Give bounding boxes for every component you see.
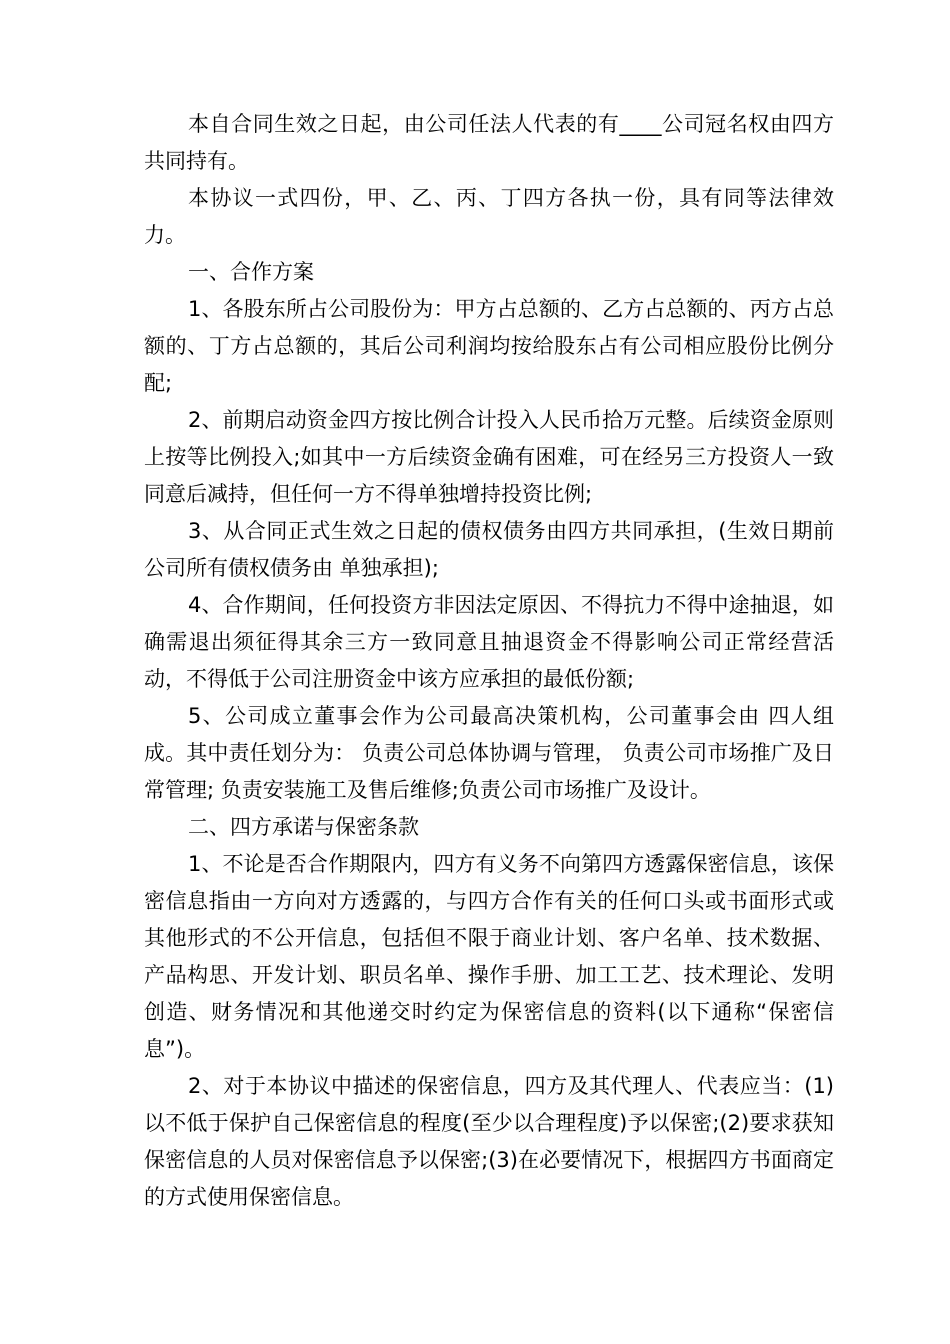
clause-withdrawal: 4、合作期间，任何投资方非因法定原因、不得抗力不得中途抽退，如确需退出须征得其余三方一致同意且抽退资金不得影响公司正常经营活动，不得低于公司注册资金中该方应承担的最低份额; xyxy=(144,593,834,691)
paragraph-text-tail: 公司冠名权由四方共同持有。 xyxy=(144,112,835,173)
section-heading-confidentiality: 二、四方承诺与保密条款 xyxy=(188,815,419,839)
paragraph-copies: 本协议一式四份，甲、乙、丙、丁四方各执一份，具有同等法律效力。 xyxy=(144,186,834,247)
clause-board: 5、公司成立董事会作为公司最高决策机构，公司董事会由 四人组成。其中责任划分为： 负责公司总体协调与管理， 负责公司市场推广及日常管理; 负责安装施工及售后维修;负责公司市场推广及设计。 xyxy=(144,704,834,802)
paragraph-naming-rights xyxy=(144,106,834,180)
blank-underline: ____ xyxy=(619,112,662,136)
clause-confidentiality-duties: 2、对于本协议中描述的保密信息，四方及其代理人、代表应当：(1)以不低于保护自己保密信息的程度(至少以合理程度)予以保密;(2)要求获知保密信息的人员对保密信息予以保密;(3)在必要情况下，根据四方书面商定的方式使用保密信息。 xyxy=(144,1074,834,1209)
clause-startup-capital: 2、前期启动资金四方按比例合计投入人民币拾万元整。后续资金原则上按等比例投入;如其中一方后续资金确有困难，可在经另三方投资人一致同意后减持，但任何一方不得单独增持投资比例; xyxy=(144,408,834,506)
section-heading-cooperation-plan: 一、合作方案 xyxy=(188,260,314,284)
clause-debts: 3、从合同正式生效之日起的债权债务由四方共同承担，(生效日期前公司所有债权债务由 单独承担); xyxy=(144,519,834,580)
document-page xyxy=(144,106,834,1216)
clause-shareholding: 1、各股东所占公司股份为：甲方占总额的、乙方占总额的、丙方占总额的、丁方占总额的，其后公司利润均按给股东占有公司相应股份比例分配; xyxy=(144,297,834,395)
clause-confidential-info: 1、不论是否合作期限内，四方有义务不向第四方透露保密信息，该保密信息指由一方向对方透露的，与四方合作有关的任何口头或书面形式或其他形式的不公开信息，包括但不限于商业计划、客户名单、技术数据、产品构思、开发计划、职员名单、操作手册、加工工艺、技术理论、发明创造、财务情况和其他递交时约定为保密信息的资料(以下通称“保密信息”)。 xyxy=(144,852,834,1061)
paragraph-text: 本自合同生效之日起，由公司任法人代表的有 xyxy=(188,112,620,136)
